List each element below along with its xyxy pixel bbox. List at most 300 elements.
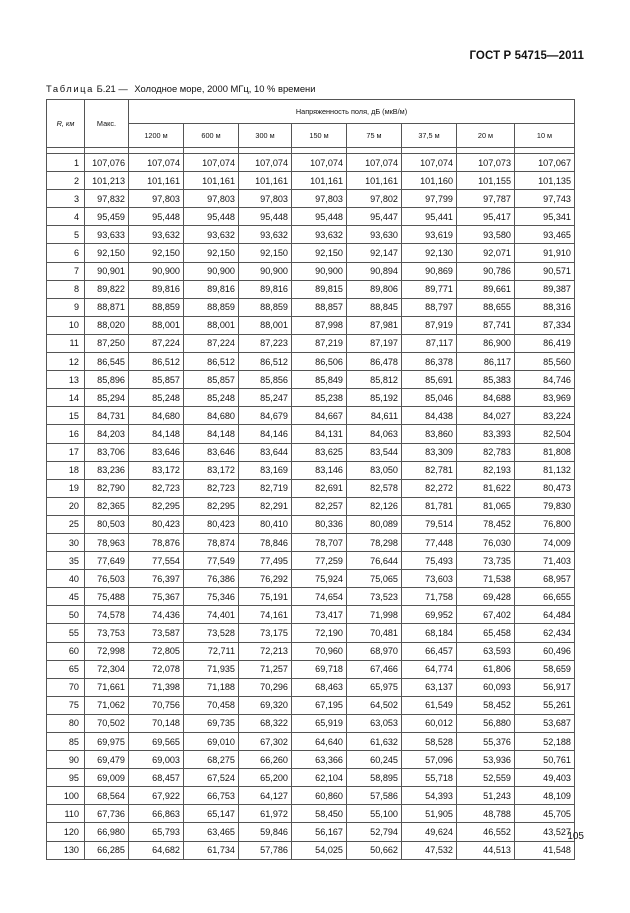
- max-cell: 88,020: [85, 316, 129, 334]
- table-row: [47, 407, 575, 425]
- value-cell: 83,309: [402, 443, 457, 461]
- value-cell: 52,559: [457, 769, 515, 787]
- distance-cell: 35: [47, 552, 85, 570]
- max-cell: 82,790: [85, 479, 129, 497]
- value-cell: 68,463: [292, 678, 347, 696]
- value-cell: 89,816: [129, 280, 184, 298]
- value-cell: 66,260: [239, 751, 292, 769]
- value-cell: 86,478: [347, 353, 402, 371]
- value-cell: 70,960: [292, 642, 347, 660]
- distance-cell: 95: [47, 769, 85, 787]
- value-cell: 97,803: [129, 190, 184, 208]
- value-cell: 95,448: [292, 208, 347, 226]
- value-cell: 63,593: [457, 642, 515, 660]
- max-cell: 95,459: [85, 208, 129, 226]
- max-cell: 71,661: [85, 678, 129, 696]
- distance-cell: 85: [47, 733, 85, 751]
- value-cell: 72,190: [292, 624, 347, 642]
- value-cell: 82,723: [129, 479, 184, 497]
- value-cell: 71,403: [515, 552, 575, 570]
- max-cell: 69,009: [85, 769, 129, 787]
- value-cell: 65,793: [129, 823, 184, 841]
- value-cell: 93,632: [239, 226, 292, 244]
- value-cell: 80,089: [347, 515, 402, 533]
- value-cell: 83,646: [184, 443, 239, 461]
- value-cell: 93,632: [292, 226, 347, 244]
- value-cell: 81,781: [402, 497, 457, 515]
- value-cell: 87,223: [239, 334, 292, 352]
- value-cell: 83,393: [457, 425, 515, 443]
- value-cell: 84,680: [129, 407, 184, 425]
- table-row: [47, 606, 575, 624]
- table-row: [47, 334, 575, 352]
- value-cell: 89,815: [292, 280, 347, 298]
- distance-cell: 60: [47, 642, 85, 660]
- value-cell: 88,001: [184, 316, 239, 334]
- distance-cell: 90: [47, 751, 85, 769]
- value-cell: 86,512: [129, 353, 184, 371]
- value-cell: 75,367: [129, 588, 184, 606]
- distance-cell: 16: [47, 425, 85, 443]
- value-cell: 86,512: [184, 353, 239, 371]
- value-cell: 93,465: [515, 226, 575, 244]
- value-cell: 82,291: [239, 497, 292, 515]
- max-cell: 67,736: [85, 805, 129, 823]
- value-cell: 101,155: [457, 172, 515, 190]
- value-cell: 69,003: [129, 751, 184, 769]
- value-cell: 84,063: [347, 425, 402, 443]
- distance-cell: 80: [47, 714, 85, 732]
- max-cell: 68,564: [85, 787, 129, 805]
- value-cell: 61,632: [347, 733, 402, 751]
- caption-label: Таблица: [46, 83, 94, 94]
- value-cell: 65,200: [239, 769, 292, 787]
- value-cell: 83,050: [347, 461, 402, 479]
- value-cell: 52,794: [347, 823, 402, 841]
- value-cell: 72,805: [129, 642, 184, 660]
- max-cell: 69,975: [85, 733, 129, 751]
- distance-cell: 11: [47, 334, 85, 352]
- value-cell: 46,552: [457, 823, 515, 841]
- table-row: [47, 497, 575, 515]
- value-cell: 84,438: [402, 407, 457, 425]
- value-cell: 69,952: [402, 606, 457, 624]
- value-cell: 58,659: [515, 660, 575, 678]
- value-cell: 74,401: [184, 606, 239, 624]
- value-cell: 63,465: [184, 823, 239, 841]
- value-cell: 48,109: [515, 787, 575, 805]
- table-row: [47, 371, 575, 389]
- distance-cell: 75: [47, 696, 85, 714]
- value-cell: 89,806: [347, 280, 402, 298]
- value-cell: 86,512: [239, 353, 292, 371]
- value-cell: 92,071: [457, 244, 515, 262]
- max-cell: 97,832: [85, 190, 129, 208]
- value-cell: 54,393: [402, 787, 457, 805]
- value-cell: 67,195: [292, 696, 347, 714]
- header-height: 75 м: [347, 124, 402, 148]
- value-cell: 72,711: [184, 642, 239, 660]
- value-cell: 85,691: [402, 371, 457, 389]
- distance-cell: 5: [47, 226, 85, 244]
- value-cell: 73,523: [347, 588, 402, 606]
- value-cell: 88,859: [184, 298, 239, 316]
- value-cell: 57,786: [239, 841, 292, 859]
- value-cell: 75,346: [184, 588, 239, 606]
- value-cell: 81,065: [457, 497, 515, 515]
- table-row: [47, 696, 575, 714]
- table-row: [47, 642, 575, 660]
- value-cell: 84,146: [239, 425, 292, 443]
- value-cell: 82,781: [402, 461, 457, 479]
- value-cell: 85,856: [239, 371, 292, 389]
- value-cell: 60,496: [515, 642, 575, 660]
- value-cell: 101,161: [129, 172, 184, 190]
- table-row: [47, 678, 575, 696]
- value-cell: 41,548: [515, 841, 575, 859]
- value-cell: 85,248: [184, 389, 239, 407]
- max-cell: 83,706: [85, 443, 129, 461]
- value-cell: 83,169: [239, 461, 292, 479]
- value-cell: 85,857: [184, 371, 239, 389]
- value-cell: 55,718: [402, 769, 457, 787]
- value-cell: 68,457: [129, 769, 184, 787]
- table-row: [47, 769, 575, 787]
- table-row: [47, 226, 575, 244]
- table-row: [47, 714, 575, 732]
- value-cell: 75,191: [239, 588, 292, 606]
- value-cell: 101,160: [402, 172, 457, 190]
- value-cell: 90,900: [239, 262, 292, 280]
- max-cell: 101,213: [85, 172, 129, 190]
- value-cell: 83,172: [129, 461, 184, 479]
- value-cell: 97,803: [239, 190, 292, 208]
- distance-cell: 50: [47, 606, 85, 624]
- value-cell: 88,001: [239, 316, 292, 334]
- distance-cell: 19: [47, 479, 85, 497]
- value-cell: 73,587: [129, 624, 184, 642]
- value-cell: 64,127: [239, 787, 292, 805]
- value-cell: 88,001: [129, 316, 184, 334]
- value-cell: 63,137: [402, 678, 457, 696]
- table-row: [47, 443, 575, 461]
- value-cell: 82,783: [457, 443, 515, 461]
- value-cell: 65,975: [347, 678, 402, 696]
- value-cell: 82,691: [292, 479, 347, 497]
- table-row: [47, 316, 575, 334]
- table-caption: [46, 83, 315, 94]
- value-cell: 101,161: [184, 172, 239, 190]
- value-cell: 69,320: [239, 696, 292, 714]
- value-cell: 95,441: [402, 208, 457, 226]
- value-cell: 90,786: [457, 262, 515, 280]
- value-cell: 67,524: [184, 769, 239, 787]
- value-cell: 85,849: [292, 371, 347, 389]
- field-strength-table: [46, 99, 574, 860]
- standard-designation: ГОСТ Р 54715—2011: [469, 50, 584, 62]
- value-cell: 74,654: [292, 588, 347, 606]
- value-cell: 82,257: [292, 497, 347, 515]
- value-cell: 80,410: [239, 515, 292, 533]
- table-row: [47, 280, 575, 298]
- value-cell: 61,734: [184, 841, 239, 859]
- max-cell: 88,871: [85, 298, 129, 316]
- caption-text: Холодное море, 2000 МГц, 10 % времени: [134, 83, 316, 94]
- distance-cell: 40: [47, 570, 85, 588]
- value-cell: 69,735: [184, 714, 239, 732]
- max-cell: 74,578: [85, 606, 129, 624]
- value-cell: 80,473: [515, 479, 575, 497]
- max-cell: 76,503: [85, 570, 129, 588]
- distance-cell: 30: [47, 533, 85, 551]
- table-row: [47, 461, 575, 479]
- value-cell: 97,802: [347, 190, 402, 208]
- value-cell: 85,383: [457, 371, 515, 389]
- value-cell: 77,554: [129, 552, 184, 570]
- value-cell: 73,417: [292, 606, 347, 624]
- value-cell: 93,619: [402, 226, 457, 244]
- header-height: 10 м: [515, 124, 575, 148]
- value-cell: 97,803: [184, 190, 239, 208]
- value-cell: 44,513: [457, 841, 515, 859]
- value-cell: 63,053: [347, 714, 402, 732]
- value-cell: 70,481: [347, 624, 402, 642]
- value-cell: 47,532: [402, 841, 457, 859]
- max-cell: 77,649: [85, 552, 129, 570]
- distance-cell: 110: [47, 805, 85, 823]
- max-cell: 75,488: [85, 588, 129, 606]
- value-cell: 88,797: [402, 298, 457, 316]
- value-cell: 84,688: [457, 389, 515, 407]
- value-cell: 88,859: [129, 298, 184, 316]
- value-cell: 57,096: [402, 751, 457, 769]
- value-cell: 95,448: [184, 208, 239, 226]
- value-cell: 58,450: [292, 805, 347, 823]
- table-row: [47, 660, 575, 678]
- value-cell: 73,735: [457, 552, 515, 570]
- value-cell: 89,816: [184, 280, 239, 298]
- value-cell: 68,275: [184, 751, 239, 769]
- distance-cell: 120: [47, 823, 85, 841]
- value-cell: 83,544: [347, 443, 402, 461]
- value-cell: 101,161: [239, 172, 292, 190]
- table-row: [47, 262, 575, 280]
- value-cell: 82,272: [402, 479, 457, 497]
- value-cell: 69,718: [292, 660, 347, 678]
- value-cell: 85,046: [402, 389, 457, 407]
- value-cell: 71,188: [184, 678, 239, 696]
- max-cell: 87,250: [85, 334, 129, 352]
- value-cell: 53,936: [457, 751, 515, 769]
- value-cell: 85,248: [129, 389, 184, 407]
- value-cell: 66,753: [184, 787, 239, 805]
- value-cell: 90,894: [347, 262, 402, 280]
- max-cell: 90,901: [85, 262, 129, 280]
- table-row: [47, 353, 575, 371]
- value-cell: 78,874: [184, 533, 239, 551]
- value-cell: 73,175: [239, 624, 292, 642]
- header-height: 1200 м: [129, 124, 184, 148]
- value-cell: 61,972: [239, 805, 292, 823]
- value-cell: 51,905: [402, 805, 457, 823]
- value-cell: 83,224: [515, 407, 575, 425]
- value-cell: 84,679: [239, 407, 292, 425]
- max-cell: 85,896: [85, 371, 129, 389]
- max-cell: 84,203: [85, 425, 129, 443]
- value-cell: 107,074: [402, 154, 457, 172]
- caption-number: Б.21 —: [96, 83, 128, 94]
- table-row: [47, 389, 575, 407]
- value-cell: 59,846: [239, 823, 292, 841]
- value-cell: 76,292: [239, 570, 292, 588]
- value-cell: 72,078: [129, 660, 184, 678]
- value-cell: 78,846: [239, 533, 292, 551]
- value-cell: 71,538: [457, 570, 515, 588]
- value-cell: 107,074: [184, 154, 239, 172]
- table-row: [47, 823, 575, 841]
- value-cell: 77,448: [402, 533, 457, 551]
- value-cell: 95,447: [347, 208, 402, 226]
- value-cell: 55,100: [347, 805, 402, 823]
- value-cell: 61,549: [402, 696, 457, 714]
- value-cell: 82,193: [457, 461, 515, 479]
- value-cell: 55,261: [515, 696, 575, 714]
- value-cell: 88,845: [347, 298, 402, 316]
- max-cell: 93,633: [85, 226, 129, 244]
- header-height: 20 м: [457, 124, 515, 148]
- max-cell: 86,545: [85, 353, 129, 371]
- distance-cell: 7: [47, 262, 85, 280]
- max-cell: 85,294: [85, 389, 129, 407]
- value-cell: 56,880: [457, 714, 515, 732]
- value-cell: 83,644: [239, 443, 292, 461]
- table-row: [47, 298, 575, 316]
- value-cell: 64,774: [402, 660, 457, 678]
- value-cell: 84,027: [457, 407, 515, 425]
- table-row: [47, 190, 575, 208]
- distance-cell: 70: [47, 678, 85, 696]
- value-cell: 84,148: [184, 425, 239, 443]
- value-cell: 82,126: [347, 497, 402, 515]
- value-cell: 107,074: [292, 154, 347, 172]
- value-cell: 86,117: [457, 353, 515, 371]
- value-cell: 86,900: [457, 334, 515, 352]
- value-cell: 85,247: [239, 389, 292, 407]
- value-cell: 83,646: [129, 443, 184, 461]
- value-cell: 60,012: [402, 714, 457, 732]
- value-cell: 75,924: [292, 570, 347, 588]
- max-cell: 107,076: [85, 154, 129, 172]
- value-cell: 85,857: [129, 371, 184, 389]
- value-cell: 69,010: [184, 733, 239, 751]
- value-cell: 90,571: [515, 262, 575, 280]
- value-cell: 83,625: [292, 443, 347, 461]
- value-cell: 54,025: [292, 841, 347, 859]
- table-row: [47, 624, 575, 642]
- value-cell: 83,146: [292, 461, 347, 479]
- max-cell: 78,963: [85, 533, 129, 551]
- value-cell: 55,376: [457, 733, 515, 751]
- header-height: 37,5 м: [402, 124, 457, 148]
- value-cell: 73,603: [402, 570, 457, 588]
- value-cell: 81,808: [515, 443, 575, 461]
- value-cell: 82,504: [515, 425, 575, 443]
- value-cell: 85,192: [347, 389, 402, 407]
- value-cell: 101,135: [515, 172, 575, 190]
- header-max: Макс.: [85, 100, 129, 148]
- table-row: [47, 172, 575, 190]
- value-cell: 60,093: [457, 678, 515, 696]
- value-cell: 74,161: [239, 606, 292, 624]
- table-row: [47, 733, 575, 751]
- value-cell: 77,549: [184, 552, 239, 570]
- value-cell: 70,458: [184, 696, 239, 714]
- value-cell: 79,830: [515, 497, 575, 515]
- value-cell: 84,680: [184, 407, 239, 425]
- value-cell: 58,452: [457, 696, 515, 714]
- value-cell: 87,219: [292, 334, 347, 352]
- value-cell: 68,957: [515, 570, 575, 588]
- value-cell: 50,761: [515, 751, 575, 769]
- value-cell: 82,295: [184, 497, 239, 515]
- value-cell: 92,147: [347, 244, 402, 262]
- value-cell: 85,812: [347, 371, 402, 389]
- value-cell: 56,917: [515, 678, 575, 696]
- value-cell: 53,687: [515, 714, 575, 732]
- distance-cell: 14: [47, 389, 85, 407]
- value-cell: 101,161: [347, 172, 402, 190]
- value-cell: 88,857: [292, 298, 347, 316]
- value-cell: 88,316: [515, 298, 575, 316]
- value-cell: 89,816: [239, 280, 292, 298]
- value-cell: 92,150: [184, 244, 239, 262]
- value-cell: 69,565: [129, 733, 184, 751]
- value-cell: 101,161: [292, 172, 347, 190]
- value-cell: 60,860: [292, 787, 347, 805]
- value-cell: 89,387: [515, 280, 575, 298]
- value-cell: 93,630: [347, 226, 402, 244]
- value-cell: 58,528: [402, 733, 457, 751]
- value-cell: 89,771: [402, 280, 457, 298]
- table-row: [47, 425, 575, 443]
- value-cell: 97,799: [402, 190, 457, 208]
- distance-cell: 55: [47, 624, 85, 642]
- value-cell: 87,998: [292, 316, 347, 334]
- value-cell: 83,860: [402, 425, 457, 443]
- value-cell: 50,662: [347, 841, 402, 859]
- max-cell: 92,150: [85, 244, 129, 262]
- value-cell: 95,448: [239, 208, 292, 226]
- value-cell: 88,655: [457, 298, 515, 316]
- value-cell: 76,800: [515, 515, 575, 533]
- value-cell: 81,622: [457, 479, 515, 497]
- value-cell: 45,705: [515, 805, 575, 823]
- value-cell: 66,655: [515, 588, 575, 606]
- value-cell: 107,067: [515, 154, 575, 172]
- max-cell: 72,998: [85, 642, 129, 660]
- distance-cell: 3: [47, 190, 85, 208]
- value-cell: 65,458: [457, 624, 515, 642]
- distance-cell: 25: [47, 515, 85, 533]
- value-cell: 107,074: [129, 154, 184, 172]
- value-cell: 90,900: [129, 262, 184, 280]
- header-field-strength: Напряженность поля, дБ (мкВ/м): [129, 100, 575, 124]
- distance-cell: 8: [47, 280, 85, 298]
- value-cell: 70,148: [129, 714, 184, 732]
- value-cell: 97,787: [457, 190, 515, 208]
- value-cell: 74,436: [129, 606, 184, 624]
- max-cell: 69,479: [85, 751, 129, 769]
